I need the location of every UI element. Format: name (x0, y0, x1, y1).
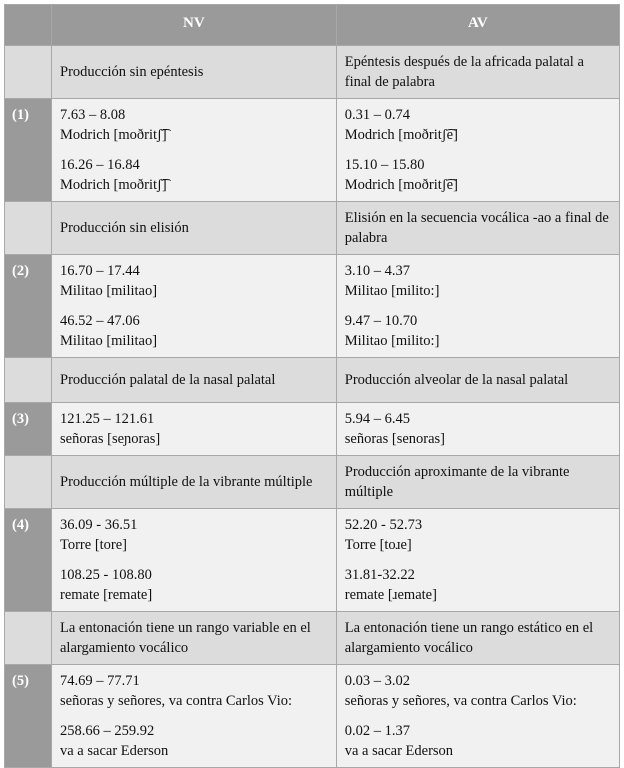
entry-time: 36.09 - 36.51 (60, 517, 138, 533)
header-blank-cell (5, 5, 52, 46)
entry-word: Modrich [moðritʃ͡] (60, 127, 167, 143)
nv-description: Producción palatal de la nasal palatal (52, 358, 337, 403)
nv-entry (60, 515, 328, 555)
av-data-cell (336, 99, 619, 202)
nv-description: Producción sin elisión (52, 202, 337, 255)
entry-word: remate [remate] (60, 587, 153, 603)
entry-time: 52.20 - 52.73 (344, 517, 423, 533)
nv-entry (60, 311, 328, 351)
av-entry (345, 409, 611, 449)
nv-data-cell (52, 403, 337, 456)
nv-data-cell (52, 665, 337, 768)
entry-word: va a sacar Ederson (344, 743, 454, 759)
entry-word: Militao [militao] (60, 333, 158, 349)
description-row (5, 46, 620, 99)
av-entry (345, 311, 611, 351)
row-number-blank (5, 456, 52, 509)
row-number-blank (5, 612, 52, 665)
row-number: (3) (5, 403, 52, 456)
av-entry (345, 155, 611, 195)
av-entry (345, 671, 611, 711)
entry-time: 3.10 – 4.37 (344, 263, 410, 279)
entry-time: 16.26 – 16.84 (60, 157, 140, 173)
header-nv: NV (52, 5, 337, 46)
entry-word: señoras [seɲoras] (60, 431, 161, 447)
nv-data-cell (52, 99, 337, 202)
description-row (5, 456, 620, 509)
nv-data-cell (52, 509, 337, 612)
entry-time: 7.63 – 8.08 (60, 107, 126, 123)
av-data-cell (336, 509, 619, 612)
nv-entry (60, 409, 328, 449)
nv-entry (60, 565, 328, 605)
entry-time: 31.81-32.22 (344, 567, 415, 583)
row-number: (2) (5, 255, 52, 358)
entry-word: Torre [tore] (60, 537, 128, 553)
entry-time: 15.10 – 15.80 (344, 157, 425, 173)
entry-time: 74.69 – 77.71 (60, 673, 140, 689)
entry-time: 9.47 – 10.70 (344, 313, 418, 329)
entry-time: 16.70 – 17.44 (60, 263, 140, 279)
entry-word: señoras y señores, va contra Carlos Vio: (344, 693, 577, 709)
av-entry (345, 721, 611, 761)
header-row (5, 5, 620, 46)
row-number-blank (5, 202, 52, 255)
nv-description: La entonación tiene un rango variable en el alargamiento vocálico (52, 612, 337, 665)
av-description: La entonación tiene un rango estático en el alargamiento vocálico (336, 612, 619, 665)
entry-word: Militao [militao] (60, 283, 158, 299)
row-number: (5) (5, 665, 52, 768)
entry-word: Torre [toɹe] (344, 537, 412, 553)
nv-entry (60, 155, 328, 195)
table-body (5, 46, 620, 768)
av-entry (345, 105, 611, 145)
av-description: Producción aproximante de la vibrante múltiple (336, 456, 619, 509)
nv-description: Producción múltiple de la vibrante múltiple (52, 456, 337, 509)
entry-time: 0.03 – 3.02 (344, 673, 410, 689)
av-entry (345, 515, 611, 555)
av-description: Producción alveolar de la nasal palatal (336, 358, 619, 403)
nv-entry (60, 105, 328, 145)
description-row (5, 202, 620, 255)
entry-time: 121.25 – 121.61 (60, 411, 155, 427)
entry-word: señoras [senoras] (344, 431, 446, 447)
nv-data-cell (52, 255, 337, 358)
av-data-cell (336, 665, 619, 768)
entry-time: 0.02 – 1.37 (344, 723, 410, 739)
data-row (5, 403, 620, 456)
av-data-cell (336, 255, 619, 358)
entry-word: Modrich [moðritʃ͡] (60, 177, 167, 193)
entry-word: Militao [milito:] (344, 333, 440, 349)
comparison-table (4, 4, 620, 768)
av-data-cell (336, 403, 619, 456)
row-number-blank (5, 46, 52, 99)
nv-entry (60, 721, 328, 761)
nv-description: Producción sin epéntesis (52, 46, 337, 99)
av-entry (345, 565, 611, 605)
entry-word: remate [ɹemate] (344, 587, 437, 603)
header-av: AV (336, 5, 619, 46)
av-description: Epéntesis después de la africada palatal a final de palabra (336, 46, 619, 99)
entry-time: 46.52 – 47.06 (60, 313, 140, 329)
row-number: (1) (5, 99, 52, 202)
av-description: Elisión en la secuencia vocálica -ao a final de palabra (336, 202, 619, 255)
entry-word: va a sacar Ederson (60, 743, 169, 759)
entry-time: 258.66 – 259.92 (60, 723, 155, 739)
entry-word: Modrich [moðritʃ͡e] (344, 127, 458, 143)
description-row (5, 358, 620, 403)
row-number: (4) (5, 509, 52, 612)
description-row (5, 612, 620, 665)
data-row (5, 509, 620, 612)
entry-time: 0.31 – 0.74 (344, 107, 410, 123)
entry-word: Militao [milito:] (344, 283, 440, 299)
data-row (5, 99, 620, 202)
data-row (5, 665, 620, 768)
row-number-blank (5, 358, 52, 403)
nv-entry (60, 261, 328, 301)
av-entry (345, 261, 611, 301)
entry-time: 108.25 - 108.80 (60, 567, 152, 583)
entry-word: Modrich [moðritʃ͡e] (344, 177, 458, 193)
entry-word: señoras y señores, va contra Carlos Vio: (60, 693, 293, 709)
data-row (5, 255, 620, 358)
nv-entry (60, 671, 328, 711)
entry-time: 5.94 – 6.45 (344, 411, 410, 427)
